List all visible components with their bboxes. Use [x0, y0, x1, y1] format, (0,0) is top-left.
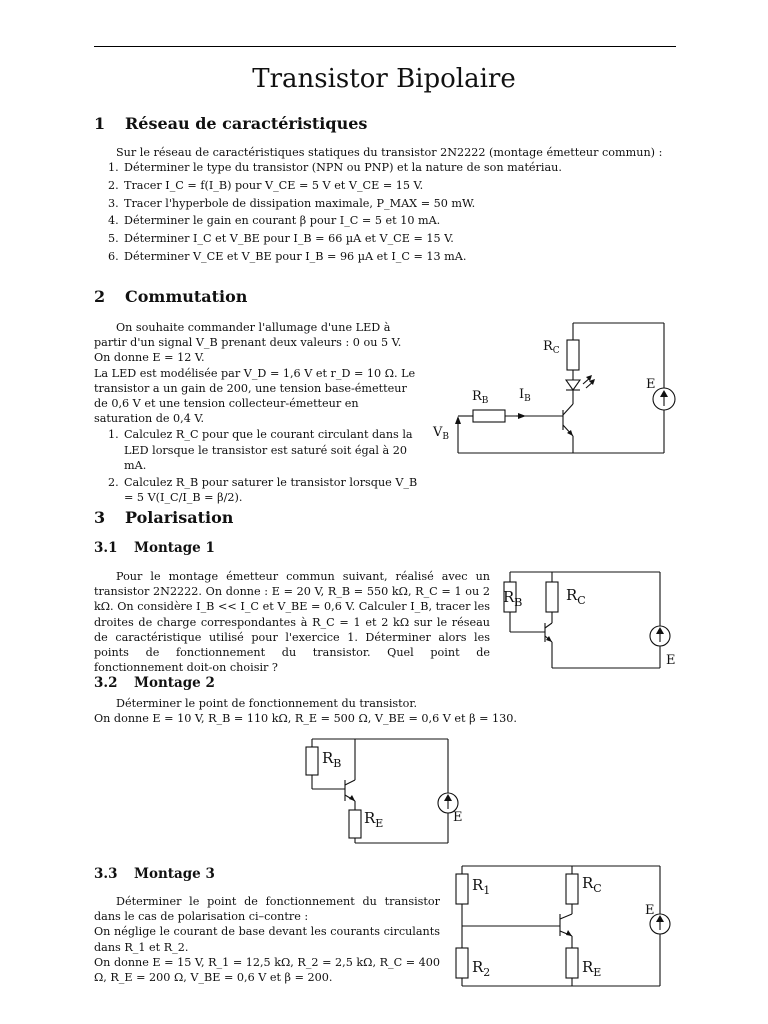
- subsection-3-3-body: Déterminer le point de fonctionnement du transistor dans le cas de polarisation ci–contre : On néglige le courant de base devant les courants circulants dans R_1 et R_2. On donne E = 15 V, R_1 = 12,5 kΩ, R_2 = 2,5 kΩ, R_C = 400 Ω, R_E = 200 Ω, V_BE = 0,6 V et β = 200.: [94, 895, 440, 985]
- section-1-heading: [94, 114, 367, 133]
- subsection-3-1-body: Pour le montage émetteur commun suivant, réalisé avec un transistor 2N2222. On donne : E = 20 V, R_B = 550 kΩ, R_C = 1 ou 2 kΩ. On considère I_B << I_C et V_BE = 0,6 V. Calculer I_B, tracer les droites de charge correspondantes à R_C = 1 et 2 kΩ sur le réseau de caractéristique utilisé pour l'exercice 1. Déterminer alors les points de fonctionnement du transistor. Quel point de fonctionnement doit-on choisir ?: [94, 570, 490, 675]
- section-1-body: [94, 145, 676, 264]
- rc-label: $R_C$: [566, 586, 586, 607]
- e-label: E: [453, 810, 463, 825]
- list-item: 1. Calculez R_C pour que le courant circulant dans la LED lorsque le transistor est saturé soit égal à 20 mA.: [108, 428, 413, 472]
- re-label: $R_E$: [582, 958, 602, 979]
- list-item: 6. Déterminer V_CE et V_BE pour I_B = 96 µA et I_C = 13 mA.: [108, 249, 467, 263]
- r1-label: $R_1$: [472, 876, 491, 897]
- section-number: 3: [94, 508, 106, 527]
- list-item: 3. Tracer l'hyperbole de dissipation maximale, P_MAX = 50 mW.: [108, 196, 476, 210]
- section-title: Commutation: [125, 287, 248, 306]
- subsection-3-2-heading: 3.2 Montage 2: [94, 675, 215, 691]
- section-title: Réseau de caractéristiques: [125, 114, 368, 133]
- r2-label: $R_2$: [472, 958, 491, 979]
- vb-label: $V_B$: [433, 425, 450, 442]
- subsection-3-3-heading: 3.3 Montage 3: [94, 866, 215, 882]
- section-2-heading: [94, 287, 247, 306]
- section-3-heading: [94, 508, 233, 527]
- montage-2-figure: [300, 735, 480, 850]
- e-label: E: [666, 653, 676, 668]
- subsection-3-1-heading: 3.1 Montage 1: [94, 540, 215, 556]
- section-1-intro: Sur le réseau de caractéristiques statiques du transistor 2N2222 (montage émetteur commun) :: [116, 146, 663, 159]
- list-item: 5. Déterminer I_C et V_BE pour I_B = 66 µA et V_CE = 15 V.: [108, 232, 454, 246]
- rb-label: $R_B$: [472, 389, 489, 406]
- top-rule: [94, 46, 676, 47]
- commutation-circuit-figure: [428, 318, 688, 463]
- rc-label: $R_C$: [543, 339, 560, 356]
- rb-label: $R_B$: [503, 588, 523, 609]
- list-item: 2. Tracer I_C = f(I_B) pour V_CE = 5 V et V_CE = 15 V.: [108, 178, 424, 192]
- rc-label: $R_C$: [582, 874, 602, 895]
- re-label: $R_E$: [364, 809, 384, 830]
- subsection-3-2-body: Déterminer le point de fonctionnement du transistor. On donne E = 10 V, R_B = 110 kΩ, R_E = 500 Ω, V_BE = 0,6 V et β = 130.: [94, 697, 517, 726]
- section-title: Polarisation: [125, 508, 234, 527]
- montage-3-figure: [450, 862, 690, 992]
- section-2-p2: La LED est modélisée par V_D = 1,6 V et r_D = 10 Ω. Le transistor a un gain de 200, une tension base-émetteur de 0,6 V et une tension collecteur-émetteur en saturation de 0,4 V.: [94, 366, 416, 426]
- list-item: 1. Déterminer le type du transistor (NPN ou PNP) et la nature de son matériau.: [108, 161, 562, 175]
- montage-1-figure: [500, 570, 680, 670]
- section-2-p1: On souhaite commander l'allumage d'une LED à partir d'un signal V_B prenant deux valeurs : 0 ou 5 V. On donne E = 12 V.: [94, 321, 402, 365]
- list-item: 4. Déterminer le gain en courant β pour I_C = 5 et 10 mA.: [108, 214, 441, 228]
- section-number: 2: [94, 287, 106, 306]
- page-title: Transistor Bipolaire: [252, 64, 516, 94]
- section-number: 1: [94, 114, 106, 133]
- ib-label: $I_B$: [519, 387, 531, 404]
- rb-label: $R_B$: [322, 749, 342, 770]
- section-2-body: [94, 320, 420, 505]
- list-item: 2. Calculez R_B pour saturer le transistor lorsque V_B = 5 V(I_C/I_B = β/2).: [108, 476, 418, 505]
- e-label: E: [646, 377, 656, 392]
- e-label: E: [645, 903, 655, 918]
